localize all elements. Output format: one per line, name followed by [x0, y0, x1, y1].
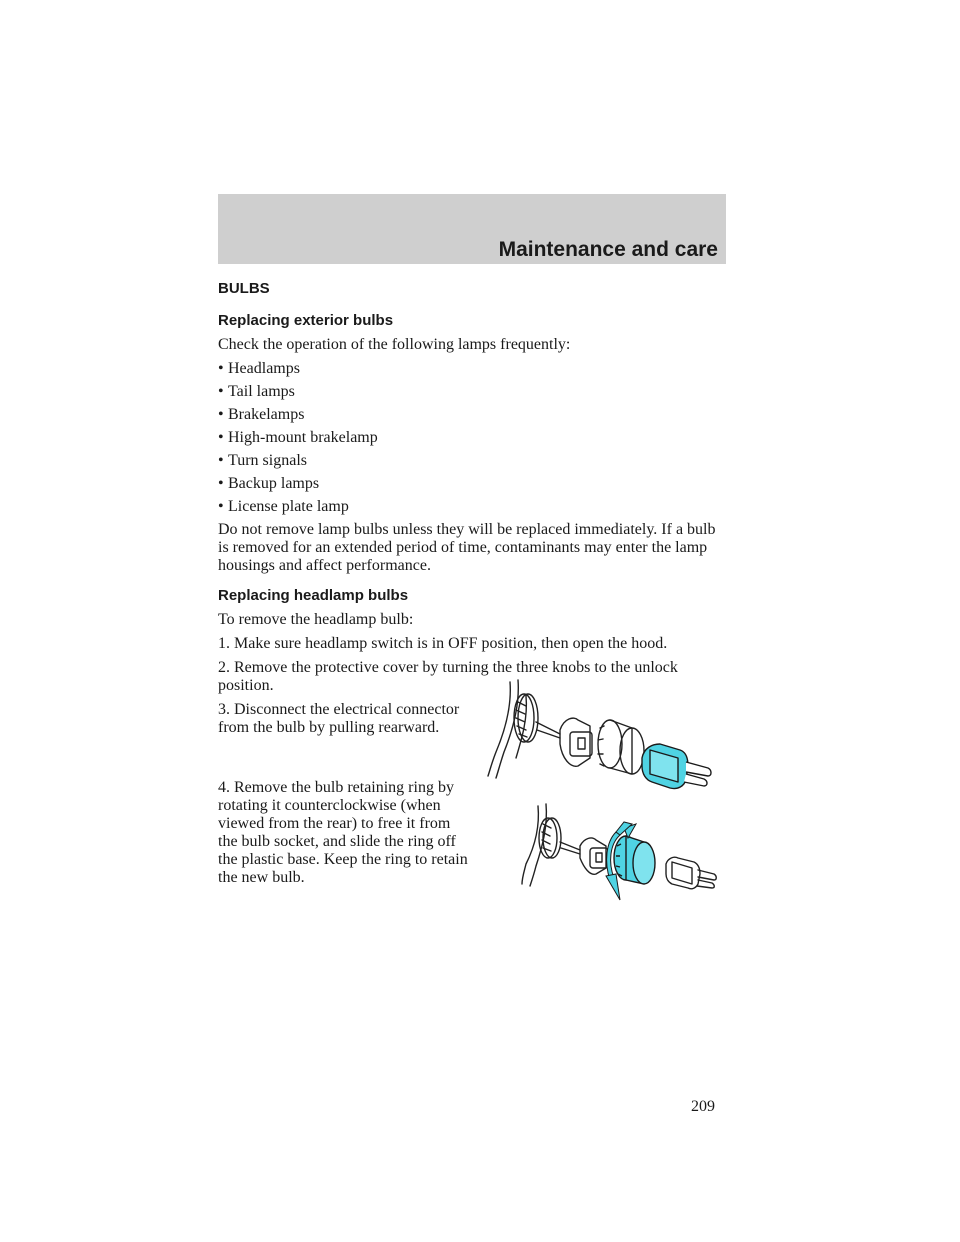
step-3: 3. Disconnect the electrical connector from the bulb by pulling rearward. [218, 701, 460, 736]
section-title: Maintenance and care [498, 238, 718, 261]
list-item: • High-mount brakelamp [218, 429, 378, 446]
header-band [218, 194, 726, 264]
list-item: • Backup lamps [218, 475, 320, 492]
lamp-list [218, 360, 726, 516]
step-4: 4. Remove the bulb retaining ring by rotating it counterclockwise (when viewed from the rear) to free it from the bulb socket, and slide the ring off the plastic base. Keep the ring to retain the new bulb. [218, 779, 468, 886]
connector-removal-illustration [482, 678, 728, 794]
list-item: • Tail lamps [218, 383, 295, 400]
page-number: 209 [691, 1098, 715, 1115]
list-item: • License plate lamp [218, 498, 349, 515]
headlamp-heading: Replacing headlamp bulbs [218, 587, 409, 604]
list-item: • Headlamps [218, 360, 300, 377]
exterior-heading: Replacing exterior bulbs [218, 312, 394, 329]
list-item: • Turn signals [218, 452, 307, 469]
retaining-ring-illustration [516, 802, 728, 902]
step-1: 1. Make sure headlamp switch is in OFF position, then open the hood. [218, 635, 668, 652]
step-2: 2. Remove the protective cover by turning the three knobs to the unlock position. [218, 659, 678, 694]
bulbs-title: BULBS [218, 280, 270, 297]
exterior-intro: Check the operation of the following lamps frequently: [218, 336, 571, 353]
list-item: • Brakelamps [218, 406, 305, 423]
headlamp-intro: To remove the headlamp bulb: [218, 611, 414, 628]
exterior-warning: Do not remove lamp bulbs unless they will be replaced immediately. If a bulb is removed for an extended period of time, contaminants may enter the lamp housings and affect performance. [218, 521, 716, 574]
